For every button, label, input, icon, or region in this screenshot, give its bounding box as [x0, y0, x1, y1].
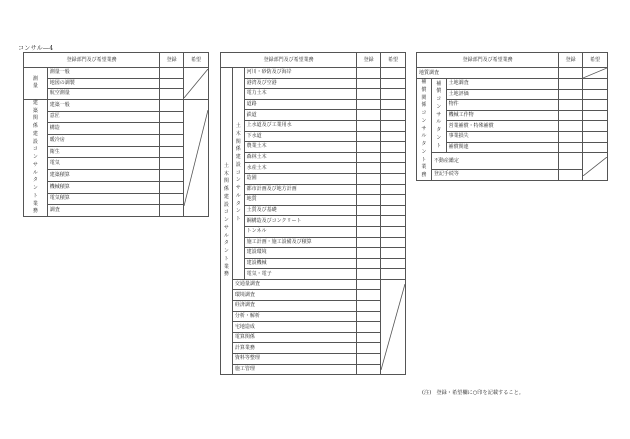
item-label: 分析・解析 [232, 311, 356, 322]
register-box[interactable] [357, 216, 381, 227]
register-box[interactable] [160, 123, 184, 135]
register-box[interactable] [160, 170, 184, 182]
register-box[interactable] [559, 153, 583, 170]
diagonal-line-icon [381, 284, 405, 370]
item-label: 資料等整理 [232, 354, 356, 365]
register-box[interactable] [357, 269, 381, 280]
item-label: 電気・電子 [244, 269, 357, 280]
register-box[interactable] [357, 226, 381, 237]
wish-box[interactable] [380, 68, 405, 79]
register-box[interactable] [160, 99, 184, 111]
item-label: 事業損失 [446, 131, 559, 142]
wish-box[interactable] [380, 120, 405, 131]
wish-box[interactable] [380, 89, 405, 100]
register-box[interactable] [357, 364, 381, 375]
item-label: 地質 [244, 195, 357, 206]
item-label: 交通量調査 [232, 279, 356, 290]
wish-box[interactable] [380, 248, 405, 259]
register-box[interactable] [357, 354, 381, 365]
wish-box[interactable] [380, 173, 405, 184]
register-box[interactable] [559, 89, 583, 100]
register-box[interactable] [357, 163, 381, 174]
register-box[interactable] [160, 89, 184, 100]
item-label: 土地評価 [446, 89, 559, 100]
item-label: 宅地造成 [232, 322, 356, 333]
category-architecture: 建築関係建設コンサルタント業務 [24, 99, 48, 216]
wish-box[interactable] [582, 100, 607, 111]
register-box[interactable] [559, 170, 583, 181]
header-wish: 希望 [380, 53, 405, 68]
item-label: 機械工作物 [446, 110, 559, 121]
register-box[interactable] [357, 173, 381, 184]
register-box[interactable] [160, 146, 184, 158]
category-civil-inner: 土木関係建設コンサルタント [232, 68, 244, 280]
register-box[interactable] [357, 78, 381, 89]
item-label: 電力土木 [244, 89, 357, 100]
item-label: 衛生 [47, 146, 159, 158]
wish-box[interactable] [582, 79, 607, 90]
registration-table-right [416, 52, 608, 181]
register-box[interactable] [559, 131, 583, 142]
wish-box[interactable] [582, 131, 607, 142]
item-label: 施工計画・施工設備及び積算 [244, 237, 357, 248]
wish-box[interactable] [380, 152, 405, 163]
header-category: 登録部門及び希望業務 [24, 53, 160, 68]
register-box[interactable] [160, 68, 184, 79]
item-label: 環境調査 [232, 290, 356, 301]
wish-box[interactable] [582, 121, 607, 132]
item-label: 補償関連 [446, 142, 559, 153]
wish-box-surveying[interactable] [183, 68, 208, 100]
item-label: 電気 [47, 158, 159, 170]
register-box[interactable] [357, 311, 381, 322]
register-box[interactable] [160, 205, 184, 217]
item-label: 上水道及び工業用水 [244, 120, 357, 131]
diagonal-line-icon [184, 110, 208, 206]
item-label: トンネル [244, 226, 357, 237]
item-label: 航空測量 [47, 89, 159, 100]
register-box[interactable] [357, 332, 381, 343]
item-label: 土質及び基礎 [244, 205, 357, 216]
category-compensation-inner: 補償コンサルタント [431, 79, 446, 153]
register-box[interactable] [357, 152, 381, 163]
item-label: 調査 [47, 205, 159, 217]
category-compensation-outer: 補償関係コンサルタント業務 [417, 79, 432, 181]
wish-box[interactable] [582, 68, 607, 79]
item-label: 農業土木 [244, 142, 357, 153]
wish-box[interactable] [380, 195, 405, 206]
register-box[interactable] [357, 237, 381, 248]
instruction-note: (注) 登録・希望欄に○印を記載すること。 [422, 390, 524, 396]
wish-box[interactable] [380, 110, 405, 121]
register-box[interactable] [357, 205, 381, 216]
register-box[interactable] [559, 100, 583, 111]
header-wish: 希望 [183, 53, 208, 68]
register-box[interactable] [357, 68, 381, 79]
register-box[interactable] [357, 184, 381, 195]
register-box[interactable] [357, 290, 381, 301]
item-label: 造園 [244, 173, 357, 184]
register-box[interactable] [357, 195, 381, 206]
wish-box[interactable] [380, 269, 405, 280]
category-civil-outer: 土木関係建設コンサルタント業務 [221, 68, 233, 375]
item-label: 鋼構造及びコンクリート [244, 216, 357, 227]
item-label: 施工管理 [232, 364, 356, 375]
wish-box[interactable] [380, 78, 405, 89]
item-label: 物件 [446, 100, 559, 111]
register-box[interactable] [357, 142, 381, 153]
register-box[interactable] [357, 248, 381, 259]
item-label: 鉄道 [244, 110, 357, 121]
register-box[interactable] [160, 111, 184, 123]
wish-box-other[interactable] [380, 279, 405, 374]
registration-table-middle [220, 52, 406, 375]
item-label: 河川・砂防及び海岸 [244, 68, 357, 79]
item-label: 森林土木 [244, 152, 357, 163]
item-label: 建築積算 [47, 170, 159, 182]
item-label: 水産土木 [244, 163, 357, 174]
header-category: 登録部門及び希望業務 [221, 53, 357, 68]
item-label: 建設機械 [244, 258, 357, 269]
register-box[interactable] [357, 110, 381, 121]
register-box[interactable] [160, 181, 184, 193]
wish-box[interactable] [380, 131, 405, 142]
wish-box[interactable] [582, 89, 607, 100]
register-box[interactable] [357, 131, 381, 142]
wish-box[interactable] [380, 258, 405, 269]
wish-box[interactable] [380, 163, 405, 174]
item-label: 下水道 [244, 131, 357, 142]
item-label: 機械積算 [47, 181, 159, 193]
register-box[interactable] [357, 99, 381, 110]
item-label: 電気積算 [47, 193, 159, 205]
register-box[interactable] [357, 120, 381, 131]
header-register: 登録 [357, 53, 381, 68]
register-box[interactable] [160, 134, 184, 146]
wish-box[interactable] [380, 237, 405, 248]
item-label: 建築一般 [47, 99, 159, 111]
wish-box[interactable] [582, 110, 607, 121]
item-label: 道路 [244, 99, 357, 110]
register-box[interactable] [357, 258, 381, 269]
item-label: 電算関係 [232, 332, 356, 343]
wish-box[interactable] [380, 205, 405, 216]
item-label: 建設環境 [244, 248, 357, 259]
register-box[interactable] [160, 193, 184, 205]
item-label: 暖冷房 [47, 134, 159, 146]
item-label: 計算業務 [232, 343, 356, 354]
register-box[interactable] [559, 121, 583, 132]
registration-table-left [23, 52, 209, 217]
wish-box[interactable] [380, 184, 405, 195]
wish-box[interactable] [582, 142, 607, 153]
register-box[interactable] [357, 279, 381, 290]
wish-box-architecture[interactable] [183, 99, 208, 216]
register-box[interactable] [357, 343, 381, 354]
item-label: 地質調査 [417, 68, 559, 79]
wish-box-appraisal[interactable] [582, 153, 607, 181]
header-register: 登録 [160, 53, 184, 68]
diagonal-line-icon [583, 157, 607, 176]
register-box[interactable] [559, 110, 583, 121]
register-box[interactable] [357, 322, 381, 333]
item-label: 構造 [47, 123, 159, 135]
header-wish: 希望 [582, 53, 607, 68]
register-box[interactable] [559, 68, 583, 79]
item-label: 営業補償・特殊補償 [446, 121, 559, 132]
wish-box[interactable] [380, 99, 405, 110]
item-label: 登記手続等 [431, 170, 558, 181]
item-label: 港湾及び空港 [244, 78, 357, 89]
wish-box[interactable] [380, 216, 405, 227]
item-label: 測量一般 [47, 68, 159, 79]
item-label: 不動産鑑定 [431, 153, 558, 170]
category-surveying: 測量 [24, 68, 48, 100]
wish-box[interactable] [380, 142, 405, 153]
diagonal-line-icon [583, 68, 607, 78]
item-label: 土地調査 [446, 79, 559, 90]
register-box[interactable] [559, 142, 583, 153]
header-register: 登録 [559, 53, 583, 68]
item-label: 意匠 [47, 111, 159, 123]
item-label: 地図の調製 [47, 78, 159, 89]
register-box[interactable] [357, 301, 381, 312]
register-box[interactable] [160, 78, 184, 89]
form-code: コンサル―4 [18, 45, 54, 52]
wish-box[interactable] [380, 226, 405, 237]
item-label: 経済調査 [232, 301, 356, 312]
diagonal-line-icon [184, 69, 208, 98]
item-label: 都市計画及び地方計画 [244, 184, 357, 195]
register-box[interactable] [160, 158, 184, 170]
header-category: 登録部門及び希望業務 [417, 53, 559, 68]
register-box[interactable] [559, 79, 583, 90]
register-box[interactable] [357, 89, 381, 100]
